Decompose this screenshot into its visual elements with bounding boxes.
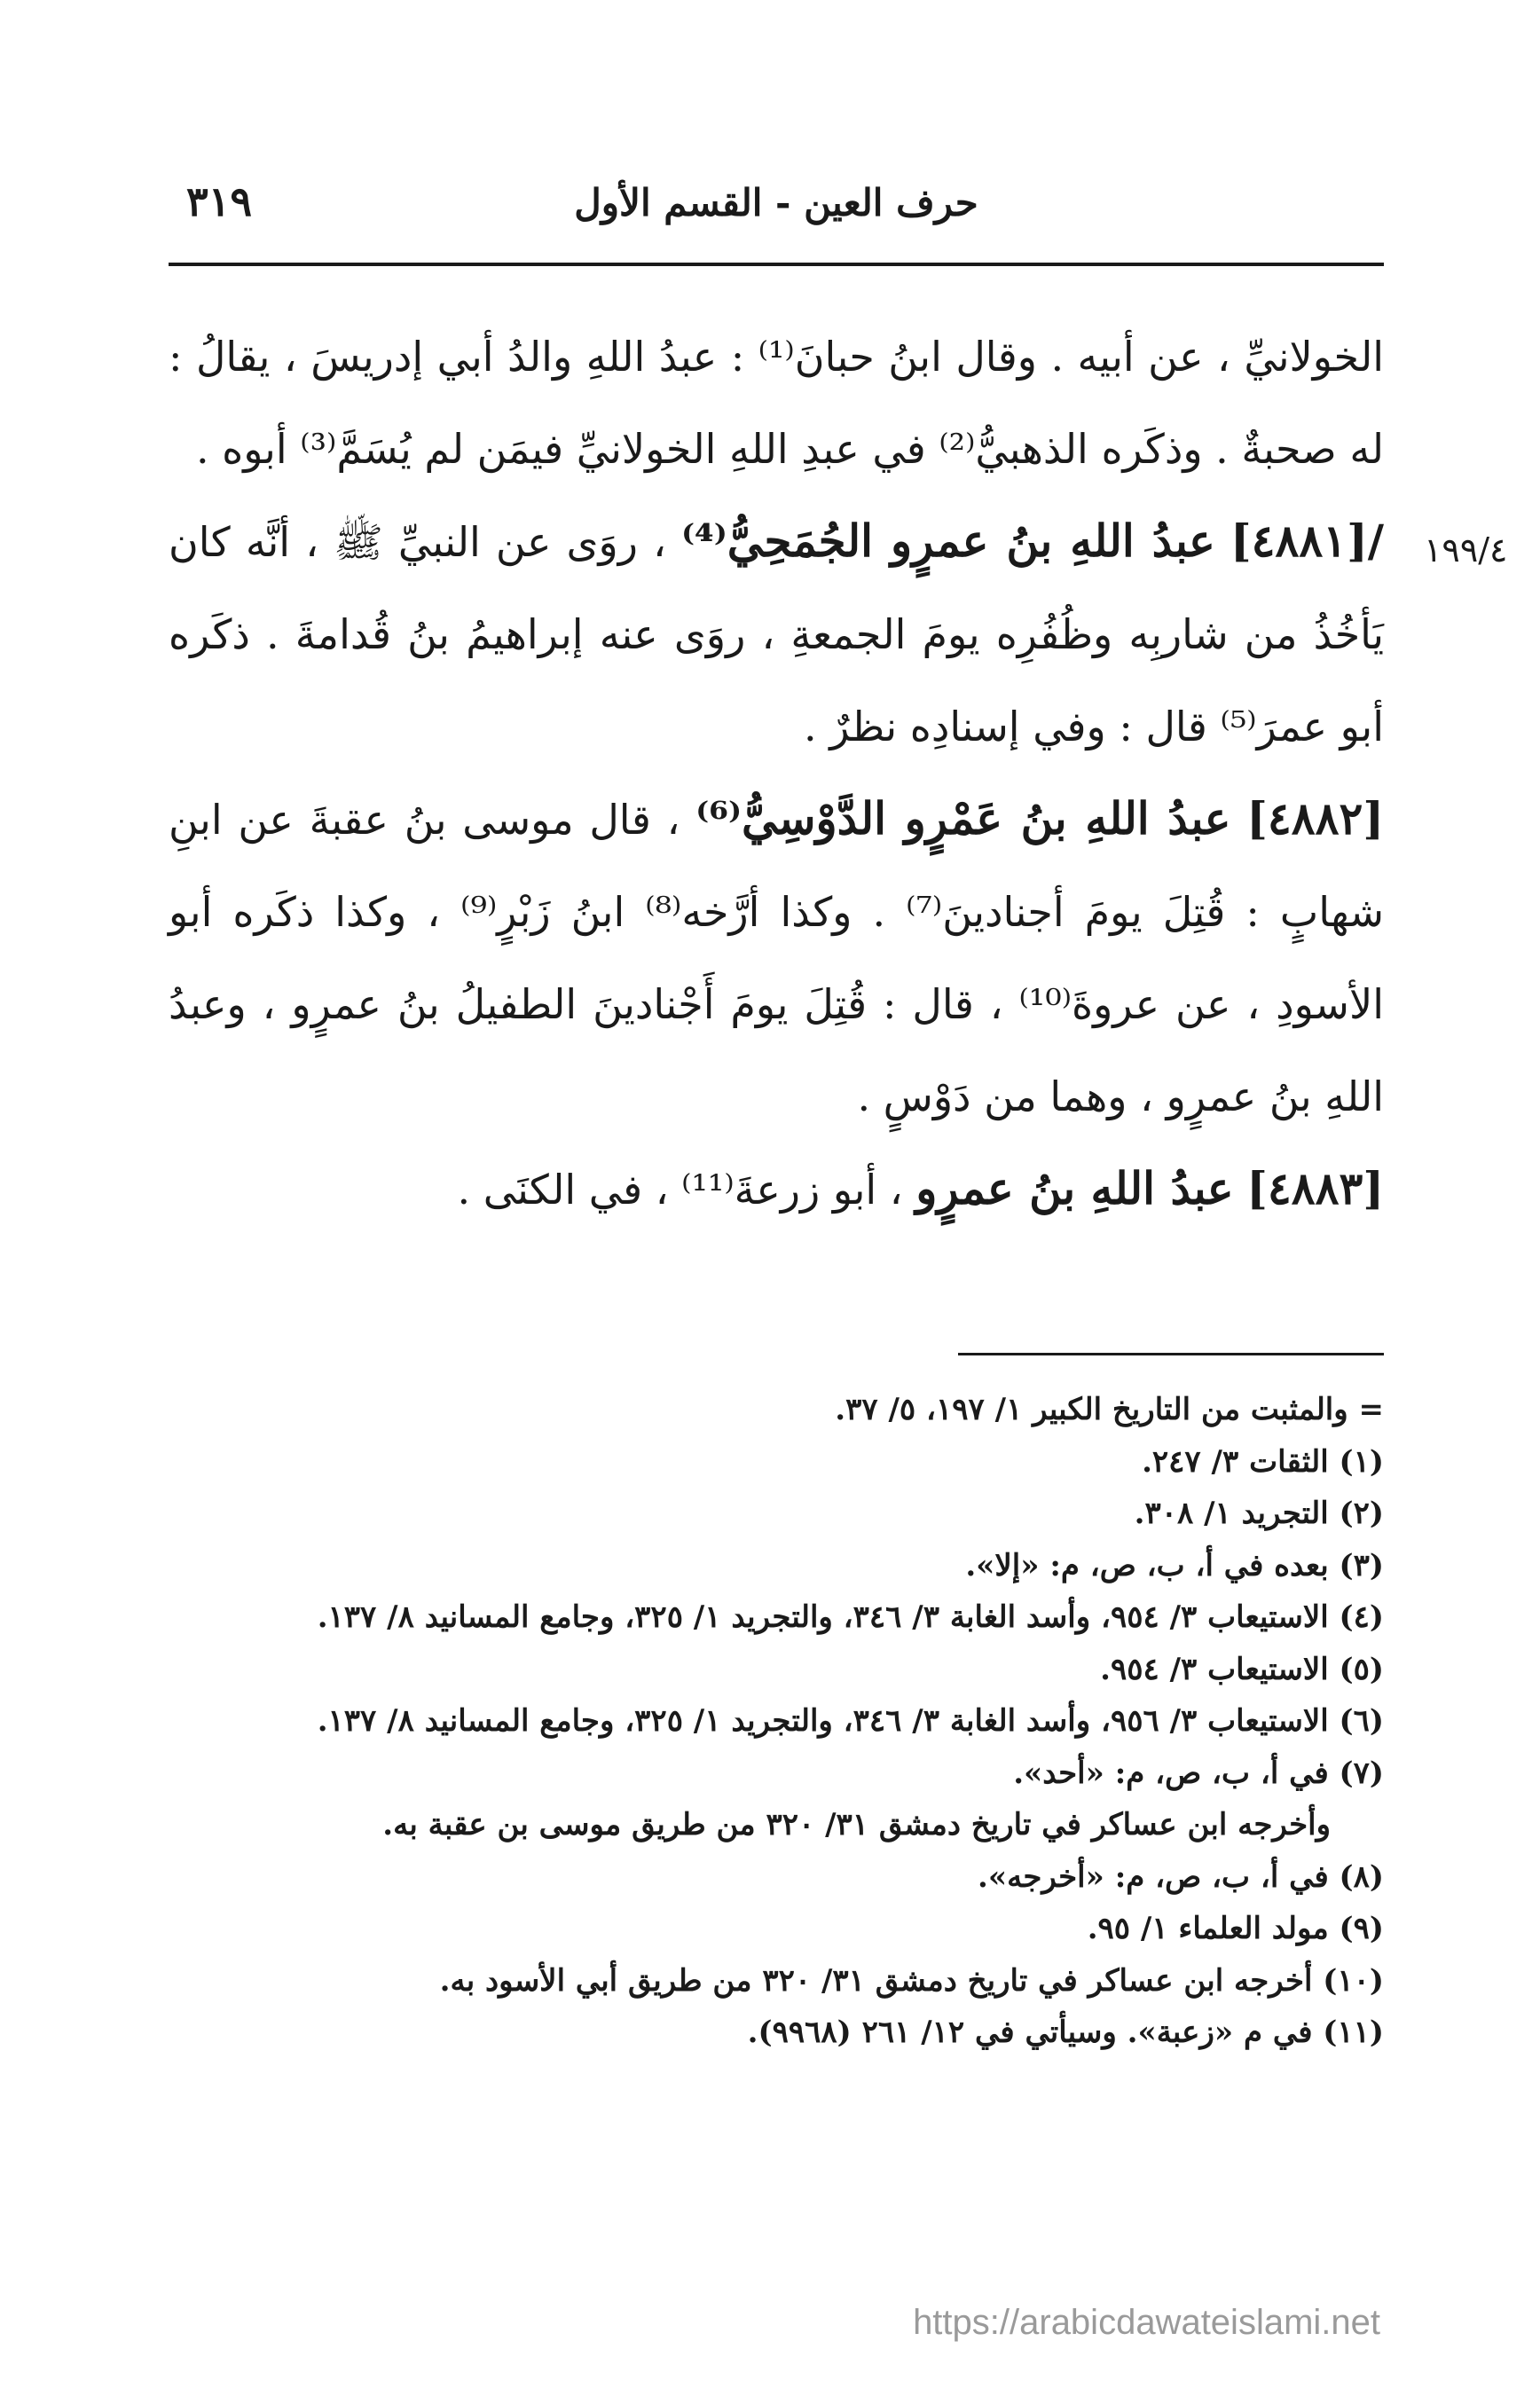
entry-4881-number: /[٤٨٨١] [1230, 515, 1384, 567]
footnote-item: (٨) في أ، ب، ص، م: «أخرجه». [978, 1858, 1384, 1895]
margin-reference: ١٩٩/٤ [1424, 530, 1508, 570]
entry-4883 [169, 1143, 1384, 1236]
running-head: حرف العين - القسم الأول [574, 181, 978, 224]
footnote-item: (٣) بعده في أ، ب، ص، م: «إلا». [965, 1547, 1384, 1583]
page-number: ٣١٩ [186, 177, 253, 225]
watermark-url: https://arabicdawateislami.net [913, 2303, 1380, 2342]
footnote-item: (١١) في م «زعبة». وسيأتي في ١٢/ ٢٦١ (٩٩٦٨). [747, 2015, 1384, 2050]
footnote-item: (٧) في أ، ب، ص، م: «أحد». [1013, 1755, 1384, 1791]
entry-4882-number: [٤٨٨٢] [1246, 792, 1385, 845]
entry-4882 [169, 773, 1384, 1143]
entry-4881-name: عبدُ اللهِ بنُ عمرٍو الجُمَحِيُّ⁽⁴⁾ [681, 515, 1215, 567]
header-rule [169, 263, 1384, 266]
entry-4883-number: [٤٨٨٣] [1246, 1162, 1384, 1214]
footnote-item: (٥) الاستيعاب ٣/ ٩٥٤. [1100, 1651, 1384, 1687]
footnote-item: (٦) الاستيعاب ٣/ ٩٥٦، وأسد الغابة ٣/ ٣٤٦، والتجريد ١/ ٣٢٥، وجامع المسانيد ٨/ ١٣٧. [317, 1703, 1384, 1739]
main-text [169, 310, 1384, 1236]
footnote-item: (٩) مولد العلماء ١/ ٩٥. [1087, 1911, 1384, 1946]
footnote-item: (١) الثقات ٣/ ٢٤٧. [1142, 1443, 1384, 1480]
footnote-continuation: وأخرجه ابن عساكر في تاريخ دمشق ٣١/ ٣٢٠ من طريق موسى بن عقبة به. [382, 1807, 1331, 1842]
entry-4882-name: عبدُ اللهِ بنُ عَمْرٍو الدَّوْسِيُّ⁽⁶⁾ [695, 792, 1231, 845]
paragraph-continuation: الخولانيِّ ، عن أبيه . وقال ابنُ حبانَ⁽¹⁾ : عبدُ اللهِ والدُ أبي إدريسَ ، يقالُ : له صحبةٌ . وذكَره الذهبيُّ⁽²⁾ في عبدِ اللهِ الخولانيِّ فيمَن لم يُسَمَّ⁽³⁾ أبوه . [169, 333, 1384, 473]
page-header [169, 169, 1384, 231]
entry-4881-text: ، روَى عن النبيِّ ﷺ ، أنَّه كان يَأخُذُ من شاربِه وظُفُرِه يومَ الجمعةِ ، روَى عنه إبراهيمُ بنُ قُدامةَ . ذكَره أبو عمرَ⁽⁵⁾ قال : وفي إسنادِه نظرٌ . [169, 518, 1384, 750]
footnote-item: (٤) الاستيعاب ٣/ ٩٥٤، وأسد الغابة ٣/ ٣٤٦، والتجريد ١/ ٣٢٥، وجامع المسانيد ٨/ ١٣٧. [317, 1599, 1384, 1635]
footnote-item: (١٠) أخرجه ابن عساكر في تاريخ دمشق ٣١/ ٣٢٠ من طريق أبي الأسود به. [439, 1962, 1384, 1999]
footnote-item: (٢) التجريد ١/ ٣٠٨. [1134, 1496, 1384, 1531]
footnote-separator [958, 1353, 1384, 1355]
entry-4882-text: ، قال موسى بنُ عقبةَ عن ابنِ شهابٍ : قُتِلَ يومَ أجنادينَ⁽⁷⁾ . وكذا أرَّخه⁽⁸⁾ ابنُ زَبْرٍ⁽⁹⁾ ، وكذا ذكَره أبو الأسودِ ، عن عروةَ⁽¹⁰⁾ ، قال : قُتِلَ يومَ أَجْنادينَ الطفيلُ بنُ عمرٍو ، وعبدُ اللهِ بنُ عمرٍو ، وهما من دَوْسٍ . [169, 796, 1384, 1120]
entry-4883-text: ، أبو زرعةَ⁽¹¹⁾ ، في الكنَى . [457, 1166, 903, 1214]
footnote-item: = والمثبت من التاريخ الكبير ١/ ١٩٧، ٥/ ٣٧. [835, 1392, 1384, 1427]
entry-4881 [169, 495, 1384, 773]
footnotes [169, 1384, 1384, 2059]
entry-4883-name: عبدُ اللهِ بنُ عمرٍو [915, 1162, 1234, 1214]
